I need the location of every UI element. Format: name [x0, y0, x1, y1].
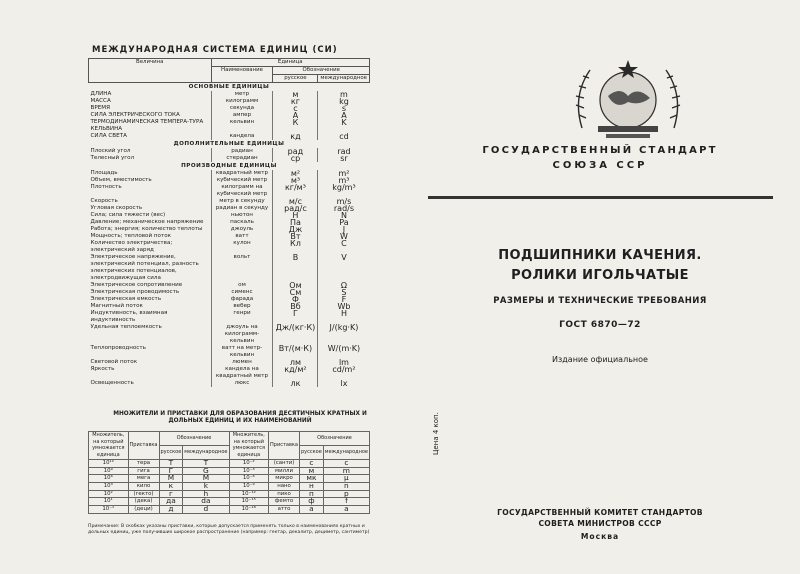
quantity-cell: МАССА	[90, 98, 111, 104]
mult-col-russian: русское	[159, 445, 183, 459]
international-symbol-cell: p	[323, 490, 369, 498]
international-symbol-cell: d	[183, 506, 229, 514]
quantity-cell: Мощность; тепловой поток	[90, 233, 172, 239]
quantity-cell: Угловая скорость	[90, 205, 143, 211]
quantity-cell: Световой поток	[90, 359, 138, 365]
multiplier-row	[89, 467, 370, 475]
quantity-cell: Сила; сила тяжести (вес)	[90, 212, 166, 218]
russian-symbol-cell: м³	[273, 177, 318, 184]
quantity-cell: Освещенность	[90, 380, 134, 386]
russian-symbol-cell: Т	[159, 459, 183, 467]
si-section-title: ДОПОЛНИТЕЛЬНЫЕ ЕДИНИЦЫ	[173, 141, 285, 147]
russian-symbol-cell: п	[300, 490, 324, 498]
prefix-cell: (санти)	[269, 459, 300, 467]
multiplier-row	[89, 459, 370, 467]
international-symbol-cell: cd	[339, 132, 349, 141]
international-symbol-cell: K	[341, 118, 347, 127]
unit-name-cell: килограмм на кубический метр	[211, 184, 273, 198]
factor-cell: 10³	[89, 482, 129, 490]
quantity-cell: ДЛИНА	[90, 91, 112, 97]
si-unit-row	[89, 133, 370, 140]
russian-symbol-cell: В	[273, 254, 318, 282]
international-symbol-cell: G	[183, 467, 229, 475]
russian-symbol-cell: м/с	[273, 198, 318, 205]
international-symbol-cell: Ω	[340, 281, 348, 290]
russian-symbol-cell: да	[159, 498, 183, 506]
unit-name-cell: ампер	[211, 112, 273, 119]
multiplier-row	[89, 506, 370, 514]
mult-col-russian-2: русское	[300, 445, 324, 459]
russian-symbol-cell: кг/м³	[273, 184, 318, 198]
si-unit-row	[89, 282, 370, 289]
international-symbol-cell: W	[339, 232, 348, 241]
heading-divider	[428, 196, 773, 199]
unit-name-cell: метр в секунду	[211, 198, 273, 205]
russian-symbol-cell: Ф	[273, 296, 318, 303]
quantity-cell: Площадь	[90, 170, 118, 176]
factor-cell: 10⁶	[89, 475, 129, 483]
prefix-cell: микро	[269, 475, 300, 483]
multiplier-row	[89, 482, 370, 490]
factor-cell: 10⁻¹⁵	[229, 498, 269, 506]
international-symbol-cell: F	[341, 295, 347, 304]
quantity-cell: Магнитный поток	[90, 303, 143, 309]
international-symbol-cell: k	[183, 482, 229, 490]
si-units-table	[88, 58, 370, 387]
unit-name-cell: кандела	[211, 133, 273, 140]
russian-symbol-cell: а	[300, 506, 324, 514]
international-symbol-cell: A	[341, 111, 347, 120]
si-unit-row	[89, 170, 370, 177]
si-unit-row	[89, 366, 370, 380]
si-unit-row	[89, 310, 370, 324]
si-unit-row	[89, 98, 370, 105]
unit-name-cell: вебер	[211, 303, 273, 310]
mult-col-prefix: Приставка	[128, 432, 159, 460]
unit-name-cell: паскаль	[211, 219, 273, 226]
si-unit-row	[89, 119, 370, 133]
multipliers-note: Примечание: В скобках указаны приставки, которые допускается применять только в наименованиях кратных и дольных единиц, уже получивших широкое распространение (например: гектар, декалитр, дециметр, сантиметр)	[88, 524, 370, 535]
col-international: международное	[318, 75, 370, 83]
prefix-cell: (деци)	[128, 506, 159, 514]
unit-name-cell: фарада	[211, 296, 273, 303]
state-standard-heading: ГОСУДАРСТВЕННЫЙ СТАНДАРТ	[482, 145, 718, 156]
unit-name-cell: джоуль	[211, 226, 273, 233]
col-designation: Обозначение	[273, 67, 370, 75]
multipliers-table	[88, 431, 370, 514]
si-unit-row	[89, 219, 370, 226]
quantity-cell: Яркость	[90, 366, 115, 372]
russian-symbol-cell: н	[300, 482, 324, 490]
unit-name-cell: метр	[211, 91, 273, 98]
international-symbol-cell: W/(m·K)	[327, 344, 361, 353]
publisher-city: Москва	[580, 532, 620, 541]
russian-symbol-cell: Г	[273, 310, 318, 324]
russian-symbol-cell: м²	[273, 170, 318, 177]
quantity-cell: ТЕРМОДИНАМИЧЕСКАЯ ТЕМПЕРА-ТУРА КЕЛЬВИНА	[90, 119, 204, 132]
international-symbol-cell: c	[323, 459, 369, 467]
russian-symbol-cell: См	[273, 289, 318, 296]
russian-symbol-cell: кд/м²	[273, 366, 318, 380]
russian-symbol-cell: лм	[273, 359, 318, 366]
col-unit-name: Наименование	[211, 67, 273, 83]
unit-name-cell: радиан в секунду	[211, 205, 273, 212]
international-symbol-cell: J	[342, 225, 346, 234]
russian-symbol-cell: к	[159, 482, 183, 490]
russian-symbol-cell: Г	[159, 467, 183, 475]
quantity-cell: СИЛА СВЕТА	[90, 133, 127, 139]
russian-symbol-cell: кг	[273, 98, 318, 105]
si-unit-row	[89, 155, 370, 162]
russian-symbol-cell: лк	[273, 380, 318, 387]
unit-name-cell: квадратный метр	[211, 170, 273, 177]
unit-name-cell: радиан	[211, 148, 273, 155]
prefix-cell: милли	[269, 467, 300, 475]
quantity-cell: Электрическое напряжение, электрический потенциал, разность электрических потенциалов, электродвижущая сила	[90, 254, 199, 281]
russian-symbol-cell: Вб	[273, 303, 318, 310]
unit-name-cell: стерадиан	[211, 155, 273, 162]
si-unit-row	[89, 380, 370, 387]
international-symbol-cell: s	[341, 104, 347, 113]
international-symbol-cell: lx	[340, 379, 348, 388]
factor-cell: 10⁻¹²	[229, 490, 269, 498]
prefix-cell: фемто	[269, 498, 300, 506]
si-unit-row	[89, 226, 370, 233]
si-unit-row	[89, 105, 370, 112]
quantity-cell: Электрическая проводимость	[90, 289, 180, 295]
quantity-cell: Плоский угол	[90, 148, 131, 154]
unit-name-cell: кельвин	[211, 119, 273, 133]
mult-col-international-2: международное	[323, 445, 369, 459]
quantity-cell: Индуктивность, взаимная индуктивность	[90, 310, 168, 323]
unit-name-cell: ватт на метр-кельвин	[211, 345, 273, 359]
unit-name-cell: килограмм	[211, 98, 273, 105]
quantity-cell: СИЛА ЭЛЕКТРИЧЕСКОГО ТОКА	[90, 112, 180, 118]
prefix-cell: гига	[128, 467, 159, 475]
factor-cell: 10⁻⁶	[229, 475, 269, 483]
quantity-cell: Работа; энергия; количество теплоты	[90, 226, 203, 232]
multiplier-row	[89, 498, 370, 506]
russian-symbol-cell: К	[273, 119, 318, 133]
prefix-cell: мега	[128, 475, 159, 483]
russian-symbol-cell: м	[300, 467, 324, 475]
international-symbol-cell: J/(kg·K)	[329, 323, 359, 332]
international-symbol-cell: Pa	[339, 218, 349, 227]
international-symbol-cell: f	[323, 498, 369, 506]
international-symbol-cell: V	[341, 253, 347, 262]
mult-col-factor-2: Множитель, на который умножается единица	[229, 432, 269, 460]
document-title-line2: РОЛИКИ ИГОЛЬЧАТЫЕ	[511, 268, 689, 283]
si-unit-row	[89, 233, 370, 240]
russian-symbol-cell: рад	[273, 148, 318, 155]
si-section-title: ОСНОВНЫЕ ЕДИНИЦЫ	[188, 84, 270, 90]
edition-label: Издание официальное	[552, 355, 648, 364]
russian-symbol-cell: Ом	[273, 282, 318, 289]
russian-symbol-cell: Па	[273, 219, 318, 226]
international-symbol-cell: N	[340, 211, 347, 220]
international-symbol-cell: μ	[323, 475, 369, 483]
unit-name-cell: ньютон	[211, 212, 273, 219]
mult-col-international: международное	[183, 445, 229, 459]
si-unit-row	[89, 212, 370, 219]
unit-name-cell: люмен	[211, 359, 273, 366]
factor-cell: 10⁻³	[229, 467, 269, 475]
international-symbol-cell: T	[183, 459, 229, 467]
unit-name-cell: кулон	[211, 240, 273, 254]
price-stamp: Цена 4 коп.	[432, 412, 440, 455]
international-symbol-cell: Wb	[337, 302, 351, 311]
factor-cell: 10⁻¹⁸	[229, 506, 269, 514]
si-section-header	[89, 162, 370, 170]
si-unit-row	[89, 254, 370, 282]
ussr-heading: СОЮЗА ССР	[552, 160, 648, 171]
si-unit-row	[89, 91, 370, 98]
russian-symbol-cell: Кл	[273, 240, 318, 254]
russian-symbol-cell: Вт/(м·К)	[273, 345, 318, 359]
international-symbol-cell: m²	[338, 169, 350, 178]
col-russian: русское	[273, 75, 318, 83]
factor-cell: 10⁻¹	[89, 506, 129, 514]
prefix-cell: пико	[269, 490, 300, 498]
quantity-cell: ВРЕМЯ	[90, 105, 110, 111]
russian-symbol-cell: с	[300, 459, 324, 467]
international-symbol-cell: m	[323, 467, 369, 475]
publisher-line1: ГОСУДАРСТВЕННЫЙ КОМИТЕТ СТАНДАРТОВ	[497, 508, 703, 517]
si-unit-row	[89, 205, 370, 212]
factor-cell: 10¹²	[89, 459, 129, 467]
si-units-body	[89, 83, 370, 388]
quantity-cell: Давление; механическое напряжение	[90, 219, 204, 225]
international-symbol-cell: m³	[338, 176, 350, 185]
quantity-cell: Удельная теплоемкость	[90, 324, 162, 330]
international-symbol-cell: C	[341, 239, 347, 248]
quantity-cell: Объем, вместимость	[90, 177, 152, 183]
russian-symbol-cell: мк	[300, 475, 324, 483]
factor-cell: 10¹	[89, 498, 129, 506]
ussr-emblem-icon	[568, 56, 688, 140]
quantity-cell: Электрическое сопротивление	[90, 282, 183, 288]
prefix-cell: (дека)	[128, 498, 159, 506]
international-symbol-cell: h	[183, 490, 229, 498]
si-title: МЕЖДУНАРОДНАЯ СИСТЕМА ЕДИНИЦ (СИ)	[92, 45, 338, 55]
si-unit-row	[89, 198, 370, 205]
russian-symbol-cell: М	[159, 475, 183, 483]
russian-symbol-cell: м	[273, 91, 318, 98]
prefix-cell: нано	[269, 482, 300, 490]
si-unit-row	[89, 112, 370, 119]
unit-name-cell: вольт	[211, 254, 273, 282]
document-title-line1: ПОДШИПНИКИ КАЧЕНИЯ.	[498, 248, 702, 263]
col-quantity: Величина	[89, 59, 212, 83]
multiplier-row	[89, 490, 370, 498]
publisher-line2: СОВЕТА МИНИСТРОВ СССР	[538, 519, 662, 528]
multiplier-row	[89, 475, 370, 483]
international-symbol-cell: H	[340, 309, 347, 318]
quantity-cell: Теплопроводность	[90, 345, 146, 351]
international-symbol-cell: sr	[340, 154, 348, 163]
international-symbol-cell: m/s	[336, 197, 352, 206]
unit-name-cell: сименс	[211, 289, 273, 296]
si-section-header	[89, 140, 370, 148]
multipliers-body	[89, 459, 370, 513]
factor-cell: 10⁻²	[229, 459, 269, 467]
russian-symbol-cell: кд	[273, 133, 318, 140]
international-symbol-cell: kg	[339, 97, 349, 106]
si-unit-row	[89, 148, 370, 155]
factor-cell: 10⁹	[89, 467, 129, 475]
unit-name-cell: кубический метр	[211, 177, 273, 184]
document-subtitle: РАЗМЕРЫ И ТЕХНИЧЕСКИЕ ТРЕБОВАНИЯ	[493, 296, 707, 306]
mult-col-designation: Обозначение	[159, 432, 229, 446]
unit-name-cell: генри	[211, 310, 273, 324]
multipliers-title: МНОЖИТЕЛИ И ПРИСТАВКИ ДЛЯ ОБРАЗОВАНИЯ ДЕСЯТИЧНЫХ КРАТНЫХ И ДОЛЬНЫХ ЕДИНИЦ И ИХ НАИМЕНОВАНИЙ	[113, 411, 367, 424]
si-section-header	[89, 83, 370, 92]
international-symbol-cell: kg/m³	[332, 183, 356, 192]
unit-name-cell: ватт	[211, 233, 273, 240]
international-symbol-cell: rad	[337, 147, 351, 156]
russian-symbol-cell: А	[273, 112, 318, 119]
russian-symbol-cell: рад/с	[273, 205, 318, 212]
russian-symbol-cell: Н	[273, 212, 318, 219]
russian-symbol-cell: Вт	[273, 233, 318, 240]
mult-col-designation-2: Обозначение	[300, 432, 370, 446]
col-unit: Единица	[211, 59, 370, 67]
russian-symbol-cell: с	[273, 105, 318, 112]
si-unit-row	[89, 345, 370, 359]
international-symbol-cell: lm	[338, 358, 349, 367]
russian-symbol-cell: г	[159, 490, 183, 498]
international-symbol-cell: cd/m²	[332, 365, 356, 374]
prefix-cell: кило	[128, 482, 159, 490]
si-unit-row	[89, 184, 370, 198]
unit-name-cell: секунда	[211, 105, 273, 112]
international-symbol-cell: da	[183, 498, 229, 506]
mult-col-prefix-2: Приставка	[269, 432, 300, 460]
russian-symbol-cell: ср	[273, 155, 318, 162]
si-section-title: ПРОИЗВОДНЫЕ ЕДИНИЦЫ	[181, 163, 277, 169]
international-symbol-cell: a	[323, 506, 369, 514]
quantity-cell: Количество электричества; электрический заряд	[90, 240, 173, 253]
international-symbol-cell: S	[341, 288, 347, 297]
unit-name-cell: люкс	[211, 380, 273, 387]
russian-symbol-cell: Дж/(кг·К)	[273, 324, 318, 345]
quantity-cell: Скорость	[90, 198, 118, 204]
unit-name-cell: джоуль на килограмм-кельвин	[211, 324, 273, 345]
quantity-cell: Электрическая емкость	[90, 296, 162, 302]
si-unit-row	[89, 324, 370, 345]
russian-symbol-cell: д	[159, 506, 183, 514]
international-symbol-cell: n	[323, 482, 369, 490]
si-unit-row	[89, 359, 370, 366]
si-unit-row	[89, 303, 370, 310]
international-symbol-cell: M	[183, 475, 229, 483]
quantity-cell: Плотность	[90, 184, 122, 190]
russian-symbol-cell: Дж	[273, 226, 318, 233]
quantity-cell: Телесный угол	[90, 155, 135, 161]
si-unit-row	[89, 177, 370, 184]
gost-number: ГОСТ 6870—72	[559, 320, 641, 330]
prefix-cell: (гекто)	[128, 490, 159, 498]
prefix-cell: атто	[269, 506, 300, 514]
unit-name-cell: кандела на квадратный метр	[211, 366, 273, 380]
international-symbol-cell: rad/s	[333, 204, 355, 213]
unit-name-cell: ом	[211, 282, 273, 289]
russian-symbol-cell: ф	[300, 498, 324, 506]
si-unit-row	[89, 296, 370, 303]
si-unit-row	[89, 289, 370, 296]
prefix-cell: тера	[128, 459, 159, 467]
factor-cell: 10⁻⁹	[229, 482, 269, 490]
international-symbol-cell: m	[340, 90, 348, 99]
mult-col-factor: Множитель, на который умножается единица	[89, 432, 129, 460]
si-unit-row	[89, 240, 370, 254]
factor-cell: 10²	[89, 490, 129, 498]
